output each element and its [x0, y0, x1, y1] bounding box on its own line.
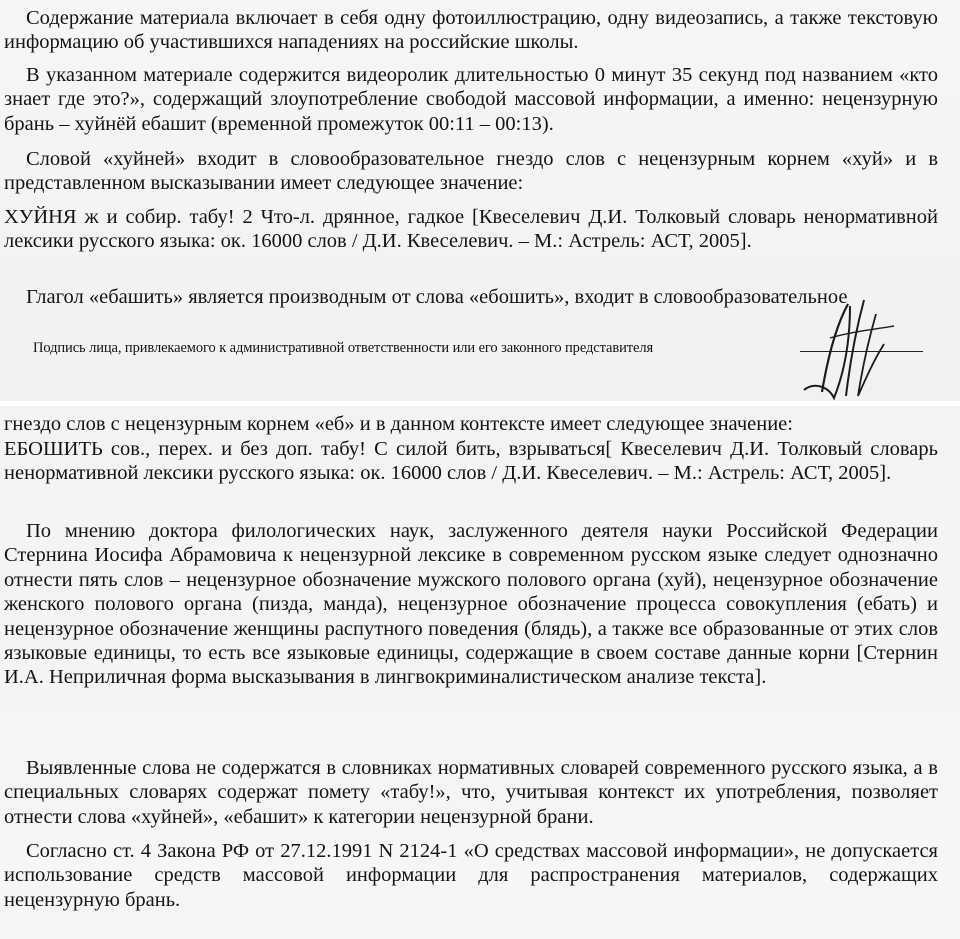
handwritten-signature-icon — [790, 296, 900, 402]
signature-label: Подпись лица, привлекаемого к административной ответственности или его законного представителя — [33, 340, 654, 356]
paragraph-word-root-continued: гнездо слов с нецензурным корнем «еб» и в данном контексте имеет следующее значение: — [4, 413, 793, 435]
paragraph-expert-opinion: По мнению доктора филологических наук, заслуженного деятеля науки Российской Федерации Стернина Иосифа Абрамовича к нецензурной лексике в современном русском языке следует однозначно отнести пять слов – нецензурное обозначение мужского полового органа (хуй), нецензурное обозначение женского полового органа (пизда, манда), нецензурное обозначение процесса совокупления (ебать) и нецензурное обозначение женщины распутного поведения (блядь), а также все образованные от этих слов языковые единицы, то есть все языковые единицы, содержащие в своем составе данные корни [Стернин И.А. Неприличная форма высказывания в лингвокриминалистическом анализе текста]. — [4, 520, 938, 689]
dictionary-definition-2: ЕБОШИТЬ сов., перех. и без доп. табу! С силой бить, взрываться[ Квеселевич Д.И. Толковый словарь ненормативной лексики русского языка: ок. 16000 слов / Д.И. Квеселевич. – М.: Астрель: АСТ, 2005]. — [4, 438, 938, 485]
paragraph-word-root-2: Глагол «ебашить» является производным от слова «ебошить», входит в словообразовательное — [26, 286, 848, 308]
paragraph-law-reference: Согласно ст. 4 Закона РФ от 27.12.1991 N 2124-1 «О средствах массовой информации», не допускается использование средств массовой информации для распространения материалов, содержащих нецензурную брань. — [4, 840, 938, 911]
document-page-top — [0, 0, 960, 402]
paragraph-video-description: В указанном материале содержится видеоролик длительностью 0 минут 35 секунд под названием «кто знает где это?», содержащий злоупотребление свободой массовой информации, а именно: нецензурную брань – хуйнёй ебашит (временной промежуток 00:11 – 00:13). — [4, 64, 938, 135]
paragraph-content-description: Содержание материала включает в себя одну фотоиллюстрацию, одну видеозапись, а также текстовую информацию об участившихся нападениях на российские школы. — [4, 7, 938, 54]
paragraph-dictionary-conclusion: Выявленные слова не содержатся в словниках нормативных словарей современного русского языка, а в специальных словарях содержат помету «табу!», что, учитывая контекст их употребления, позволяет отнести слова «хуйней», «ебашит» к категории нецензурной брани. — [4, 757, 938, 828]
document-page-bottom — [0, 406, 960, 939]
paragraph-word-root-1: Словой «хуйней» входит в словообразовательное гнездо слов с нецензурным корнем «хуй» и в представленном высказывании имеет следующее значение: — [4, 148, 938, 195]
dictionary-definition-1: ХУЙНЯ ж и собир. табу! 2 Что-л. дрянное, гадкое [Квеселевич Д.И. Толковый словарь ненормативной лексики русского языка: ок. 16000 слов / Д.И. Квеселевич. – М.: Астрель: АСТ, 2005]. — [4, 206, 938, 253]
